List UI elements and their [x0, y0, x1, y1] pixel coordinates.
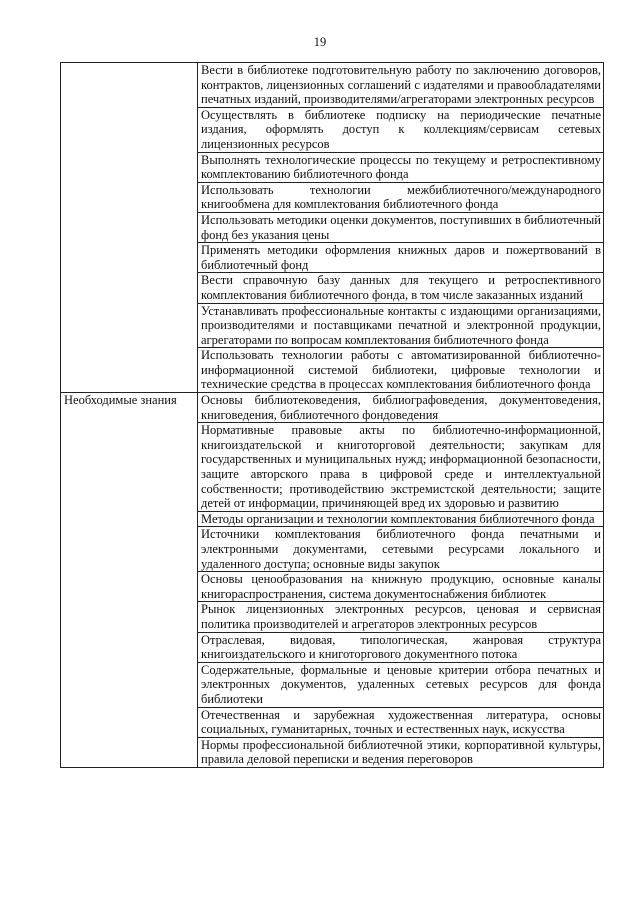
skill-item: Вести справочную базу данных для текущего и ретроспективного комплектования библиотечного фонда, в том числе заказанных изданий [198, 273, 604, 303]
skill-item: Устанавливать профессиональные контакты с издающими организациями, производителями и поставщиками печатной и электронной продукции, агрегаторами по вопросам комплектования библиотечного фонда [198, 303, 604, 348]
knowledge-item: Рынок лицензионных электронных ресурсов, ценовая и сервисная политика производителей и агрегаторов электронных ресурсов [198, 602, 604, 632]
knowledge-item: Источники комплектования библиотечного фонда печатными и электронными документами, сетевыми ресурсами локального и удаленного доступа; основные виды закупок [198, 527, 604, 572]
knowledge-item: Отечественная и зарубежная художественная литература, основы социальных, гуманитарных, точных и естественных наук, искусства [198, 707, 604, 737]
knowledge-item: Методы организации и технологии комплектования библиотечного фонда [198, 511, 604, 527]
skills-label-cell [61, 63, 198, 393]
skill-item: Использовать технологии межбиблиотечного/международного книгообмена для комплектования библиотечного фонда [198, 182, 604, 212]
knowledge-label: Необходимые знания [61, 393, 198, 768]
table-row [61, 393, 604, 423]
skill-item: Вести в библиотеке подготовительную работу по заключению договоров, контрактов, лицензионных соглашений с издателями и правообладателями печатных изданий, производителями/агрегаторами электронных ресурсов [198, 63, 604, 108]
skill-item: Выполнять технологические процессы по текущему и ретроспективному комплектованию библиотечного фонда [198, 152, 604, 182]
knowledge-item: Нормативные правовые акты по библиотечно-информационной, книгоиздательской и книготорговой деятельности; закупкам для государственных и муниципальных нужд; информационной безопасности, защите авторского права в цифровой среде и интеллектуальной собственности; противодействию экстремистской деятельности; защите детей от информации, причиняющей вред их здоровью и развитию [198, 423, 604, 512]
skill-item: Осуществлять в библиотеке подписку на периодические печатные издания, оформлять доступ к коллекциям/сервисам сетевых лицензионных ресурсов [198, 107, 604, 152]
skill-item: Использовать методики оценки документов, поступивших в библиотечный фонд без указания цены [198, 212, 604, 242]
skill-item: Применять методики оформления книжных даров и пожертвований в библиотечный фонд [198, 243, 604, 273]
knowledge-item: Отраслевая, видовая, типологическая, жанровая структура книгоиздательского и книготоргового документного потока [198, 632, 604, 662]
table-row [61, 63, 604, 108]
knowledge-item: Содержательные, формальные и ценовые критерии отбора печатных и электронных документов, удаленных сетевых ресурсов для фонда библиотеки [198, 662, 604, 707]
page-number: 19 [313, 35, 327, 49]
skill-item: Использовать технологии работы с автоматизированной библиотечно-информационной системой библиотеки, цифровые технологии и технические средства в процессах комплектования библиотечного фонда [198, 348, 604, 393]
knowledge-item: Основы библиотековедения, библиографоведения, документоведения, книговедения, библиотечного фондоведения [198, 393, 604, 423]
knowledge-item: Нормы профессиональной библиотечной этики, корпоративной культуры, правила деловой переписки и ведения переговоров [198, 737, 604, 767]
competency-table [60, 62, 604, 768]
knowledge-item: Основы ценообразования на книжную продукцию, основные каналы книгораспространения, система документоснабжения библиотек [198, 572, 604, 602]
